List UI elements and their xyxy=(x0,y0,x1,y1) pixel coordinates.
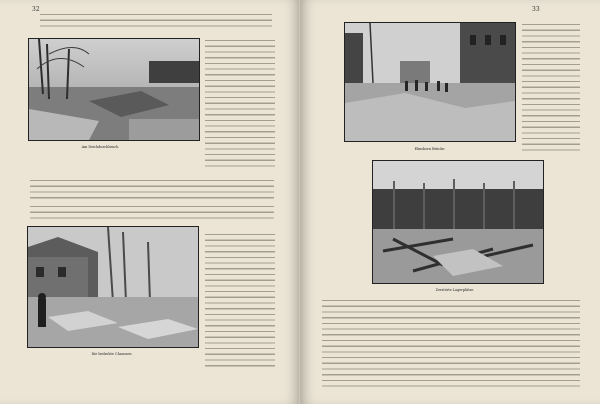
photo-street-flood xyxy=(344,22,516,142)
photo-destroyed-yard xyxy=(372,160,544,284)
right-page xyxy=(300,0,600,404)
side-column-text xyxy=(522,22,580,154)
photo-3-caption: Elmshorn Brücke. xyxy=(414,147,446,151)
photo-4-caption: Zerstörte Lagerplätze. xyxy=(435,288,475,292)
photo-2-caption: Die bedrohte Chaussee. xyxy=(91,352,133,356)
side-column-text xyxy=(205,38,275,170)
middle-paragraph-2 xyxy=(30,204,274,222)
top-paragraph xyxy=(40,12,272,30)
photo-damaged-road xyxy=(27,226,199,348)
photo-flooded-dike xyxy=(28,38,200,141)
page-number: 33 xyxy=(532,6,540,13)
page-number: 32 xyxy=(32,6,40,13)
middle-paragraph xyxy=(30,178,274,200)
side-column-text-2 xyxy=(205,232,275,367)
photo-1-caption: Am Deichdurchbruch xyxy=(81,145,119,149)
bottom-paragraph xyxy=(322,298,580,390)
